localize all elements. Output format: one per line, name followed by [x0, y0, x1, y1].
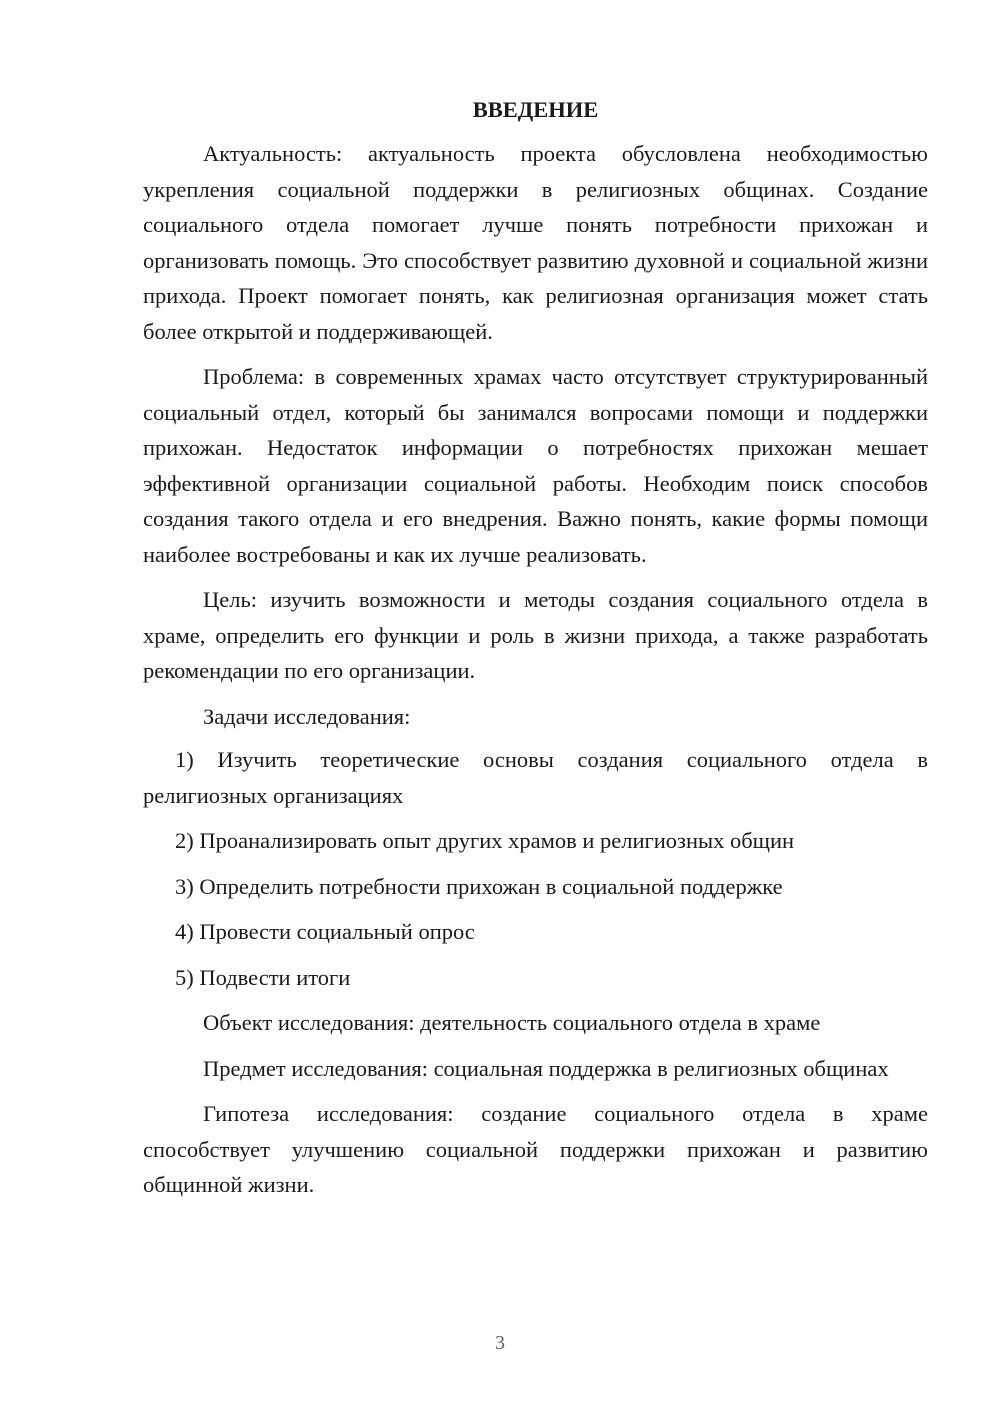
goal-paragraph: Цель: изучить возможности и методы создания социального отдела в храме, определить его функции и роль в жизни прихода, а также разработать рекомендации по его организации.	[143, 587, 928, 683]
tasks-heading: Задачи исследования:	[203, 703, 411, 729]
relevance-paragraph: Актуальность: актуальность проекта обусловлена необходимостью укрепления социальной поддержки в религиозных общинах. Создание социального отдела помогает лучше понять потребности прихожан и организовать помощь. Это способствует развитию духовной и социальной жизни прихода. Проект помогает понять, как религиозная организация может стать более открытой и поддерживающей.	[143, 141, 928, 344]
task-item: 1) Изучить теоретические основы создания социального отдела в религиозных организациях	[143, 747, 928, 808]
hypothesis-paragraph: Гипотеза исследования: создание социального отдела в храме способствует улучшению социальной поддержки прихожан и развитию общинной жизни.	[143, 1101, 928, 1197]
page-number: 3	[495, 1332, 505, 1354]
problem-paragraph: Проблема: в современных храмах часто отсутствует структурированный социальный отдел, который бы занимался вопросами помощи и поддержки прихожан. Недостаток информации о потребностях прихожан мешает эффективной организации социальной работы. Необходим поиск способов создания такого отдела и его внедрения. Важно понять, какие формы помощи наиболее востребованы и как их лучше реализовать.	[143, 364, 928, 567]
document-page	[143, 92, 928, 1213]
task-item: 2) Проанализировать опыт других храмов и религиозных общин	[175, 828, 795, 853]
task-item: 3) Определить потребности прихожан в социальной поддержке	[175, 873, 783, 899]
task-item: 4) Провести социальный опрос	[175, 919, 475, 944]
tasks-list	[143, 742, 928, 995]
page-title: ВВЕДЕНИЕ	[472, 97, 599, 122]
task-item: 5) Подвести итоги	[175, 964, 351, 990]
subject-paragraph: Предмет исследования: социальная поддержка в религиозных общинах	[203, 1055, 889, 1081]
object-paragraph: Объект исследования: деятельность социального отдела в храме	[203, 1010, 821, 1035]
